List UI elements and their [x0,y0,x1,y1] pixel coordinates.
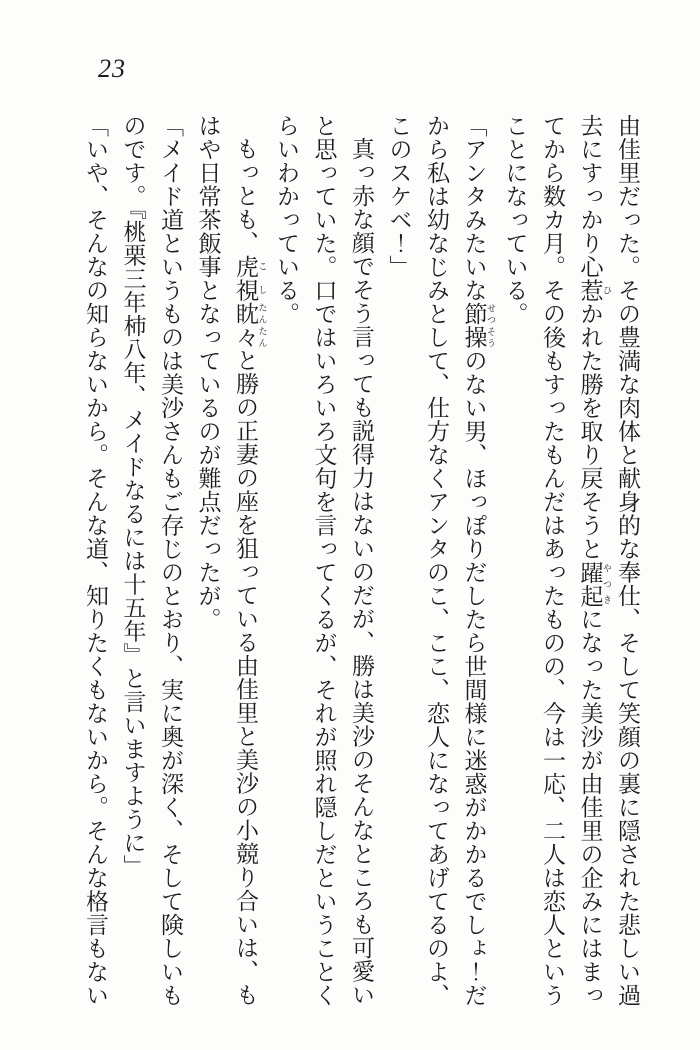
furigana-ruby: 眈々 たんたん [233,301,268,349]
furigana-ruby: 躍起 やつき [577,560,612,608]
paragraph: 「いや、そんなの知らないから。そんな道、知りたくもないから。そんな格言もない [83,114,108,1007]
furigana-ruby: 惹 ひ [577,278,612,302]
paragraph: 「メイド道というものは美沙さんもご存じのとおり、実に奥が深く、そして険しいものです。『桃栗三年柿八年、メイドなるには十五年』と言いますように」 [120,114,183,1007]
paragraph: 「アンタみたいな節操 せつそうのない男、ほっぽりだしたら世間様に迷惑がかかるでしょ！だから私は幼なじみとして、仕方なくアンタのこ、ここ、恋人になってあげてるのよ、このスケベ！」 [386,114,496,1007]
page-number: 23 [98,54,126,83]
furigana-ruby: 虎視 こし [233,254,268,302]
furigana-ruby: 節操 せつそう [461,302,496,349]
paragraph: 由佳里だった。その豊満な肉体と献身的な奉仕、そして笑顔の裏に隠された悲しい過去にすっかり心惹 ひかれた勝を取り戻そうと躍起 やつきになった美沙が由佳里の企みにはまってから数カ月。その後もすったもんだはあったものの、今は一応、二人は恋人ということになっている。 [502,114,640,1007]
paragraph: 真っ赤な顔でそう言っても説得力はないのだが、勝は美沙のそんなところも可愛いと思っていた。口ではいろいろ文句を言ってくるが、それが照れ隠しだということくらいわかっている。 [274,114,374,1007]
paragraph: もっとも、虎視 こし眈々 たんたんと勝の正妻の座を狙っている由佳里と美沙の小競り合いは、もはや日常茶飯事となっているのが難点だったが。 [195,114,268,1007]
text-body [77,114,647,1014]
